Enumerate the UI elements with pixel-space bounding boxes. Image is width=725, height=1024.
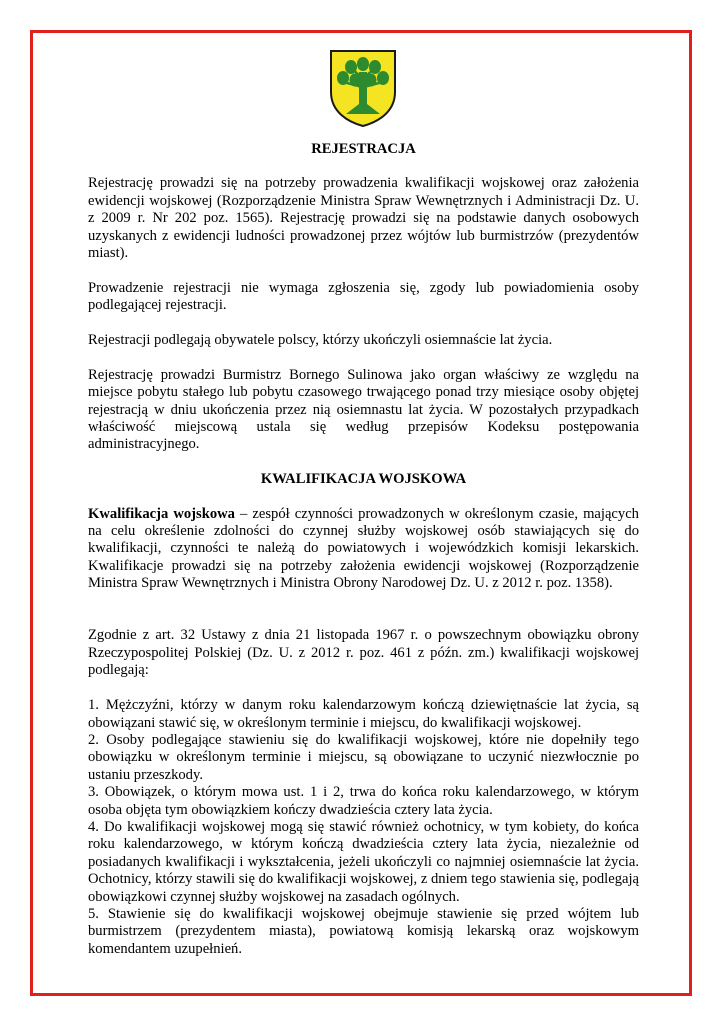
qualification-definition	[88, 506, 639, 593]
list-item: 4. Do kwalifikacji wojskowej mogą się stawić również ochotnicy, w tym kobiety, do końca roku kalendarzowego, w którym kończą dwadzieścia cztery lata życia, niezależnie od posiadanych kwalifikacji i wykształcenia, jeżeli ukończyli co najmniej osiemnaście lat życia. Ochotnicy, którzy stawili się do kwalifikacji wojskowej, z dniem tego stawienia się, podlegają obowiązkowi czynnej służby wojskowej na zasadach ogólnych.	[88, 818, 639, 905]
registration-paragraph-3: Rejestracji podlegają obywatele polscy, którzy ukończyli osiemnaście lat życia.	[88, 332, 553, 349]
registration-paragraph-1: Rejestrację prowadzi się na potrzeby prowadzenia kwalifikacji wojskowej oraz założenia ewidencji wojskowej (Rozporządzenie Ministra Spraw Wewnętrznych i Administracji Dz. U. z 2009 r. Nr 202 poz. 1565). Rejestrację prowadzi się na podstawie danych osobowych uzyskanych z ewidencji ludności prowadzonej przez wójtów lub burmistrzów (prezydentów miast).	[88, 175, 639, 262]
document-body	[88, 141, 639, 958]
section-title-registration: REJESTRACJA	[311, 141, 416, 157]
definition-term: Kwalifikacja wojskowa	[88, 505, 235, 522]
registration-paragraph-2: Prowadzenie rejestracji nie wymaga zgłoszenia się, zgody lub powiadomienia osoby podlegającej rejestracji.	[88, 279, 639, 314]
qualification-intro: Zgodnie z art. 32 Ustawy z dnia 21 listopada 1967 r. o powszechnym obowiązku obrony Rzeczypospolitej Polskiej (Dz. U. z 2012 r. poz. 461 z późn. zm.) kwalifikacji wojskowej podlegają:	[88, 627, 639, 679]
list-item: 3. Obowiązek, o którym mowa ust. 1 i 2, trwa do końca roku kalendarzowego, w którym osoba objęta tym obowiązkiem kończy dwadzieścia cztery lata życia.	[88, 784, 639, 818]
definition-text: – zespół czynności prowadzonych w określonym czasie, mających na celu określenie zdolności do czynnej służby wojskowej osób stawiających się do kwalifikacji, czynności te należą do powiatowych i wojewódzkich komisji lekarskich. Kwalifikacje prowadzi się na potrzeby założenia ewidencji wojskowej (Rozporządzenie Ministra Spraw Wewnętrznych i Ministra Obrony Narodowej Dz. U. z 2012 r. poz. 1358).	[88, 505, 639, 592]
section-title-qualification: KWALIFIKACJA WOJSKOWA	[260, 471, 467, 488]
coat-of-arms-icon	[328, 48, 398, 128]
list-item: 5. Stawienie się do kwalifikacji wojskowej obejmuje stawienie się przed wójtem lub burmistrzem (prezydentem miasta), powiatową komisją lekarską oraz wojskowym komendantem uzupełnień.	[88, 905, 639, 957]
list-item: 1. Mężczyźni, którzy w danym roku kalendarzowym kończą dziewiętnaście lat życia, są obowiązani stawić się, w określonym terminie i miejscu, do kwalifikacji wojskowej.	[88, 697, 639, 731]
list-item: 2. Osoby podlegające stawieniu się do kwalifikacji wojskowej, które nie dopełniły tego obowiązku w określonym terminie i miejscu, są obowiązane to uczynić niezwłocznie po ustaniu przeszkody.	[88, 731, 639, 783]
registration-paragraph-4: Rejestrację prowadzi Burmistrz Bornego Sulinowa jako organ właściwy ze względu na miejsce pobytu stałego lub pobytu czasowego trwającego ponad trzy miesiące osoby objętej rejestracją w dniu ukończenia przez nią osiemnastu lat życia. W pozostałych przypadkach właściwość miejscową ustala się według przepisów Kodeksu postępowania administracyjnego.	[88, 366, 639, 453]
